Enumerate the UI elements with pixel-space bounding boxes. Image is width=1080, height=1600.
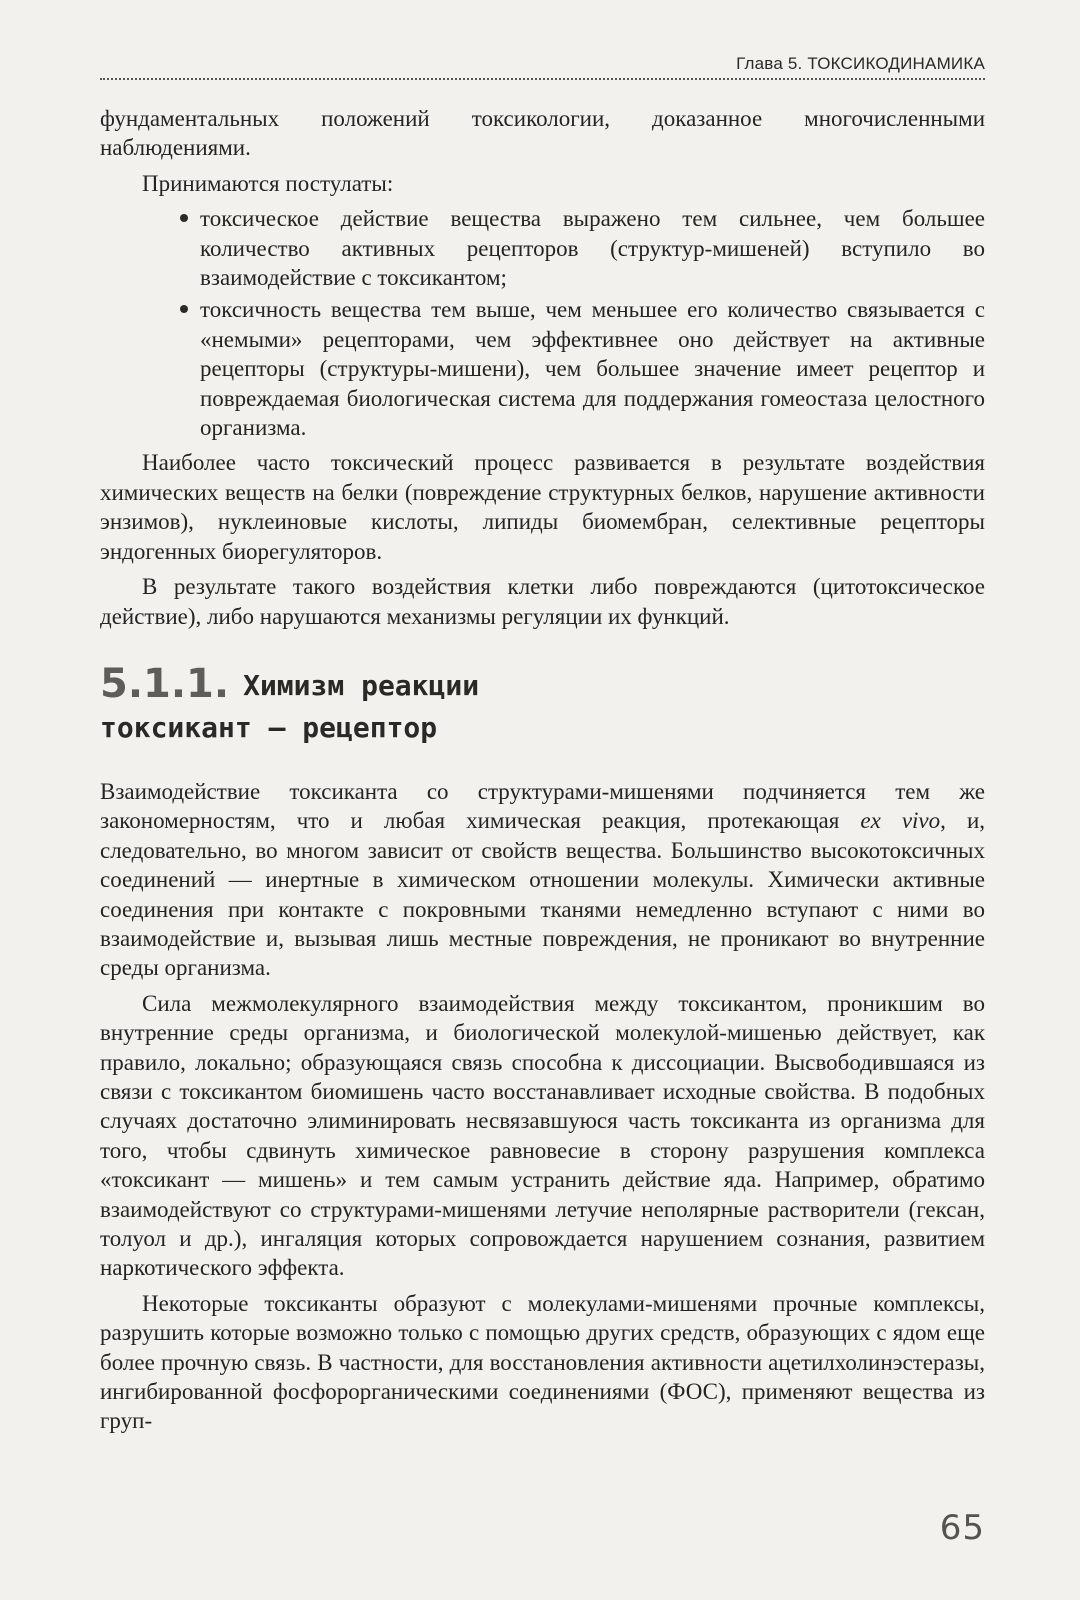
postulates-intro: Принимаются постулаты: — [142, 170, 394, 196]
running-title: Глава 5. ТОКСИКОДИНАМИКА — [736, 54, 985, 73]
section-number: 5.1.1. — [100, 660, 230, 707]
list-item — [100, 295, 985, 442]
section-title-line1: Химизм реакции — [243, 668, 480, 702]
running-header — [100, 48, 985, 88]
postulate-text: токсичность вещества тем выше, чем меньшее его количество связывается с «немыми» рецепторами, чем эффективнее оно действует на активные рецепторы (структуры-мишени), чем большее значение имеет рецептор и повреждаемая биологическая система для поддержания гомеостаза целостного организма. — [200, 297, 985, 441]
paragraph-interaction-end: , и, следовательно, во многом зависит от свойств вещества. Большинство высокотоксичных соединений — инертные в химическом отношении молекулы. Химически активные соединения при контакте с покровными тканями немедленно вступают с ними во взаимодействие и, вызывая лишь местные повреждения, не проникают во внутренние среды организма. — [100, 808, 986, 981]
paragraph-interaction — [100, 777, 985, 983]
paragraph-complexes: Некоторые токсиканты образуют с молекулами-мишенями прочные комплексы, разрушить которые возможно только с помощью других средств, образующих с ядом еще более прочную связь. В частности, для восстановления активности ацетилхолинэстеразы, ингибированной фосфорорганическими соединениями (ФОС), применяют вещества из груп- — [100, 1290, 985, 1434]
page-body — [100, 104, 985, 1436]
paragraph-force: Сила межмолекулярного взаимодействия между токсикантом, проникшим во внутренние среды организма, и биологической молекулой-мишенью действует, как правило, локально; образующаяся связь способна к диссоциации. Высвободившаяся из связи с токсикантом биомишень часто восстанавливает исходные свойства. В подобных случаях достаточно элиминировать несвязавшуюся часть токсиканта из организма для того, чтобы сдвинуть химическое равновесие в сторону разрушения комплекса «токсикант — мишень» и тем самым устранить действие яда. Например, обратимо взаимодействуют со структурами-мишенями летучие неполярные растворители (гексан, толуол и др.), ингаляция которых сопровождается нарушением сознания, развитием наркотического эффекта. — [100, 990, 985, 1281]
list-item — [100, 204, 985, 292]
header-rule — [100, 78, 985, 80]
paragraph-proteins: Наиболее часто токсический процесс развивается в результате воздействия химических веществ на белки (повреждение структурных белков, нарушение активности энзимов), нуклеиновые кислоты, липиды биомембран, селективные рецепторы эндогенных биорегуляторов. — [100, 450, 985, 564]
paragraph-result: В результате такого воздействия клетки либо повреждаются (цитотоксическое действие), либо нарушаются механизмы регуляции их функций. — [100, 574, 985, 629]
page-number: 65 — [939, 1508, 985, 1548]
latin-term: ex vivo — [860, 808, 941, 834]
bullet-icon — [180, 214, 188, 222]
bullet-icon — [180, 305, 188, 313]
section-heading — [100, 660, 985, 749]
postulates-list — [100, 204, 985, 442]
postulate-text: токсическое действие вещества выражено тем сильнее, чем большее количество активных рецепторов (структур-мишеней) вступило во взаимодействие с токсикантом; — [200, 206, 985, 291]
section-title-line2: токсикант – рецептор — [100, 710, 438, 744]
paragraph-continuation: фундаментальных положений токсикологии, доказанное многочисленными наблюдениями. — [100, 106, 985, 161]
paragraph-interaction-start: Взаимодействие токсиканта со структурами-мишенями подчиняется тем же закономерностям, что и любая химическая реакция, протекающая — [100, 778, 985, 834]
